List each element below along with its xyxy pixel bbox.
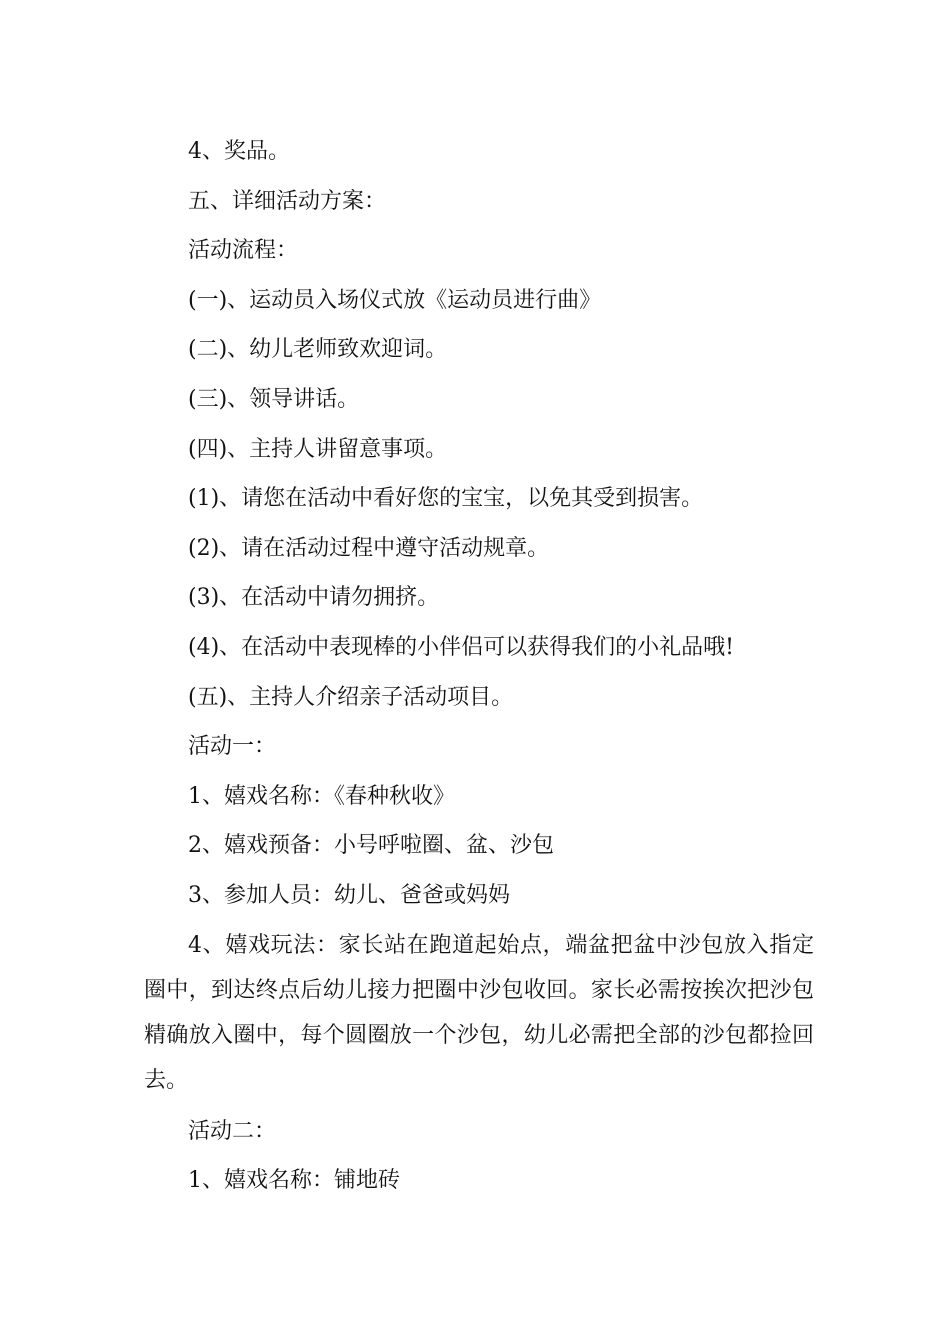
text-line: (4)、在活动中表现棒的小伴侣可以获得我们的小礼品哦! [188, 634, 735, 660]
text-line: 活动一： [188, 734, 277, 760]
rules-paragraph: 4、嬉戏玩法：家长站在跑道起始点，端盆把盆中沙包放入指定圈中，到达终点后幼儿接力把圈中沙包收回。家长必需按挨次把沙包精确放入圈中，每个圆圈放一个沙包，幼儿必需把全部的沙包都捡回去。 [144, 932, 814, 1093]
text-line: 1、嬉戏名称：铺地砖 [188, 1168, 400, 1194]
text-line: 活动二： [188, 1118, 277, 1144]
text-line: (四)、主持人讲留意事项。 [188, 436, 448, 462]
text-line: (三)、领导讲话。 [188, 386, 360, 412]
text-line: (二)、幼儿老师致欢迎词。 [188, 337, 448, 363]
text-line: (2)、请在活动过程中遵守活动规章。 [188, 535, 550, 561]
document-body [144, 127, 814, 1206]
text-line: (3)、在活动中请勿拥挤。 [188, 585, 440, 611]
text-line: 活动流程： [188, 238, 299, 264]
text-line: (一)、运动员入场仪式放《运动员进行曲》 [188, 287, 602, 313]
text-line: 2、嬉戏预备：小号呼啦圈、盆、沙包 [188, 833, 554, 859]
text-line: (五)、主持人介绍亲子活动项目。 [188, 684, 514, 710]
text-line: 3、参加人员：幼儿、爸爸或妈妈 [188, 882, 510, 908]
text-line: 4、奖品。 [188, 139, 290, 164]
section-heading: 五、详细活动方案： [188, 188, 387, 214]
text-line: (1)、请您在活动中看好您的宝宝，以免其受到损害。 [188, 486, 704, 512]
text-line: 1、嬉戏名称：《春种秋收》 [188, 783, 455, 809]
